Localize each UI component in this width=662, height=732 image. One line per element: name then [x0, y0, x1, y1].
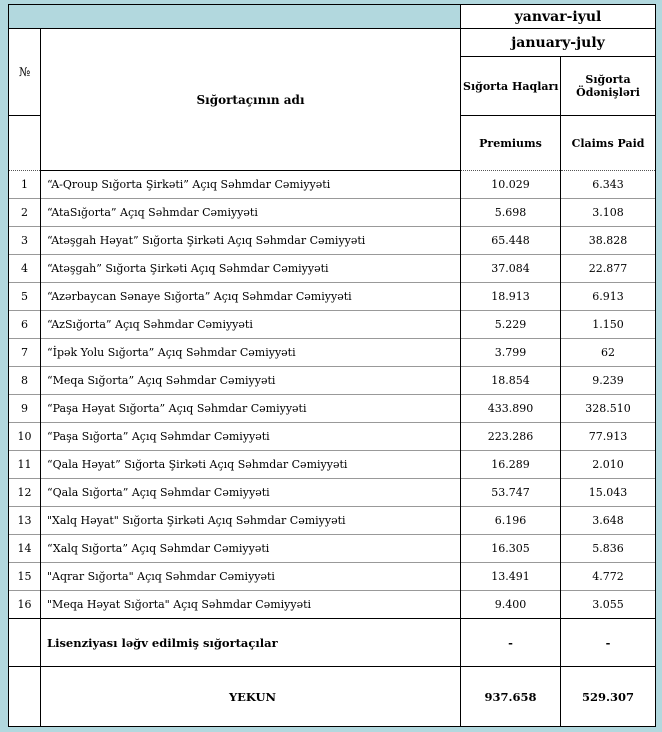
table-header: [9, 5, 656, 171]
total-row: [9, 667, 656, 727]
total-no-cell: [9, 667, 41, 727]
row-number: 1: [9, 171, 41, 199]
claims-value: 4.772: [561, 563, 656, 591]
premiums-value: 433.890: [461, 395, 561, 423]
row-number: 5: [9, 283, 41, 311]
insurer-row: [9, 255, 656, 283]
insurer-row: [9, 339, 656, 367]
premiums-value: 3.799: [461, 339, 561, 367]
header-empty-cell: [9, 116, 41, 171]
insurer-row: [9, 451, 656, 479]
claims-value: 1.150: [561, 311, 656, 339]
insurer-row: [9, 535, 656, 563]
premiums-value: 6.196: [461, 507, 561, 535]
row-number: 3: [9, 227, 41, 255]
insurer-name: "Meqa Həyat Sığorta" Açıq Səhmdar Cəmiyyəti: [41, 591, 461, 619]
claims-value: 6.343: [561, 171, 656, 199]
insurer-name: “Atəşgah” Sığorta Şirkəti Açıq Səhmdar Cəmiyyəti: [41, 255, 461, 283]
insurer-row: [9, 227, 656, 255]
insurer-name: “Qala Sığorta” Açıq Səhmdar Cəmiyyəti: [41, 479, 461, 507]
premiums-value: 5.698: [461, 199, 561, 227]
row-number: 4: [9, 255, 41, 283]
col-header-claims-en: Claims Paid: [561, 116, 656, 171]
insurer-name: “Qala Həyat” Sığorta Şirkəti Açıq Səhmdar Cəmiyyəti: [41, 451, 461, 479]
insurer-name: “AtaSığorta” Açıq Səhmdar Cəmiyyəti: [41, 199, 461, 227]
insurer-name: “İpək Yolu Sığorta” Açıq Səhmdar Cəmiyyəti: [41, 339, 461, 367]
claims-value: 62: [561, 339, 656, 367]
premiums-value: 18.913: [461, 283, 561, 311]
premiums-value: 37.084: [461, 255, 561, 283]
insurer-row: [9, 395, 656, 423]
total-claims-value: 529.307: [561, 667, 656, 727]
row-number: 14: [9, 535, 41, 563]
row-number: 12: [9, 479, 41, 507]
insurer-row: [9, 283, 656, 311]
claims-value: 6.913: [561, 283, 656, 311]
row-number: 13: [9, 507, 41, 535]
total-premiums-value: 937.658: [461, 667, 561, 727]
row-number: 10: [9, 423, 41, 451]
claims-value: 38.828: [561, 227, 656, 255]
insurer-name: "Aqrar Sığorta" Açıq Səhmdar Cəmiyyəti: [41, 563, 461, 591]
claims-value: 3.108: [561, 199, 656, 227]
total-label: YEKUN: [41, 667, 461, 727]
claims-value: 5.836: [561, 535, 656, 563]
col-header-premiums-en: Premiums: [461, 116, 561, 171]
insurer-row: [9, 311, 656, 339]
insurer-row: [9, 367, 656, 395]
row-number: 6: [9, 311, 41, 339]
revoked-licenses-row: [9, 619, 656, 667]
insurer-name: “AzSığorta” Açıq Səhmdar Cəmiyyəti: [41, 311, 461, 339]
claims-value: 328.510: [561, 395, 656, 423]
col-header-claims-az: Sığorta Ödənişləri: [561, 57, 656, 116]
insurer-row: [9, 507, 656, 535]
insurer-name: “Xalq Sığorta” Açıq Səhmdar Cəmiyyəti: [41, 535, 461, 563]
table-footer: [9, 619, 656, 727]
revoked-premiums-value: -: [461, 619, 561, 667]
claims-value: 2.010: [561, 451, 656, 479]
col-header-no: №: [9, 29, 41, 116]
header-row-period-az: [9, 5, 656, 29]
header-row-period-en: [9, 29, 656, 57]
col-header-insurer-name: Sığortaçının adı: [41, 29, 461, 171]
insurance-statistics-table: [8, 4, 656, 727]
insurer-name: “A-Qroup Sığorta Şirkəti” Açıq Səhmdar Cəmiyyəti: [41, 171, 461, 199]
insurer-name: “Atəşgah Həyat” Sığorta Şirkəti Açıq Səhmdar Cəmiyyəti: [41, 227, 461, 255]
claims-value: 9.239: [561, 367, 656, 395]
claims-value: 15.043: [561, 479, 656, 507]
revoked-no-cell: [9, 619, 41, 667]
premiums-value: 223.286: [461, 423, 561, 451]
period-label-en: january-july: [461, 29, 656, 57]
insurer-name: "Xalq Həyat" Sığorta Şirkəti Açıq Səhmdar Cəmiyyəti: [41, 507, 461, 535]
row-number: 9: [9, 395, 41, 423]
premiums-value: 16.289: [461, 451, 561, 479]
row-number: 11: [9, 451, 41, 479]
revoked-licenses-label: Lisenziyası ləğv edilmiş sığortaçılar: [41, 619, 461, 667]
insurer-row: [9, 199, 656, 227]
col-header-premiums-az: Sığorta Haqları: [461, 57, 561, 116]
premiums-value: 10.029: [461, 171, 561, 199]
premiums-value: 5.229: [461, 311, 561, 339]
insurer-row: [9, 479, 656, 507]
premiums-value: 16.305: [461, 535, 561, 563]
insurer-row: [9, 423, 656, 451]
insurers-body: [9, 171, 656, 619]
row-number: 2: [9, 199, 41, 227]
insurer-name: “Paşa Sığorta” Açıq Səhmdar Cəmiyyəti: [41, 423, 461, 451]
claims-value: 3.648: [561, 507, 656, 535]
claims-value: 3.055: [561, 591, 656, 619]
insurer-name: “Azərbaycan Sənaye Sığorta” Açıq Səhmdar Cəmiyyəti: [41, 283, 461, 311]
insurer-name: “Meqa Sığorta” Açıq Səhmdar Cəmiyyəti: [41, 367, 461, 395]
premiums-value: 65.448: [461, 227, 561, 255]
insurer-row: [9, 171, 656, 199]
period-label-az: yanvar-iyul: [461, 5, 656, 29]
premiums-value: 53.747: [461, 479, 561, 507]
insurer-row: [9, 591, 656, 619]
premiums-value: 9.400: [461, 591, 561, 619]
row-number: 7: [9, 339, 41, 367]
claims-value: 77.913: [561, 423, 656, 451]
insurer-row: [9, 563, 656, 591]
revoked-claims-value: -: [561, 619, 656, 667]
insurer-name: “Paşa Həyat Sığorta” Açıq Səhmdar Cəmiyyəti: [41, 395, 461, 423]
premiums-value: 18.854: [461, 367, 561, 395]
claims-value: 22.877: [561, 255, 656, 283]
premiums-value: 13.491: [461, 563, 561, 591]
row-number: 15: [9, 563, 41, 591]
row-number: 8: [9, 367, 41, 395]
header-corner-teal: [9, 5, 461, 29]
row-number: 16: [9, 591, 41, 619]
